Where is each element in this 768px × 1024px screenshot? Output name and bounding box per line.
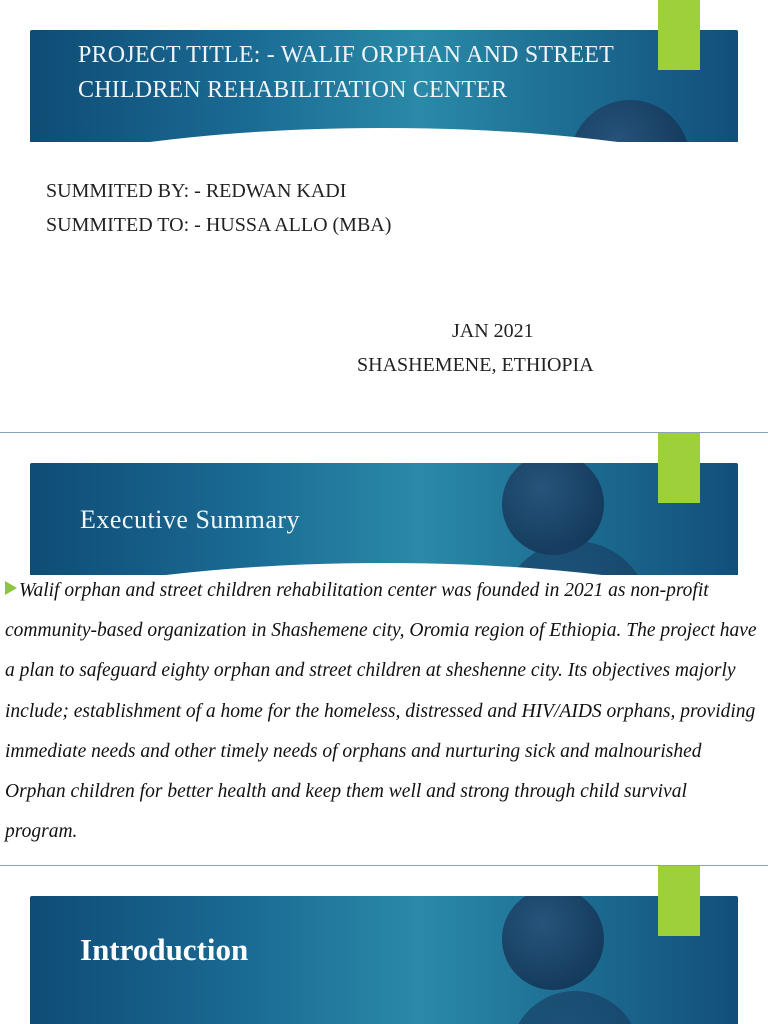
submitted-to: SUMMITED TO: - HUSSA ALLO (MBA)	[46, 214, 392, 236]
slide-title	[0, 0, 768, 432]
submitted-by: SUMMITED BY: - REDWAN KADI	[46, 180, 347, 202]
accent-tab	[658, 866, 700, 936]
date: JAN 2021	[452, 320, 534, 342]
summary-text: Walif orphan and street children rehabilitation center was founded in 2021 as non-profit community-based organization in Shashemene city, Oromia region of Ethiopia. The project have a plan to safeguard eighty orphan and street children at sheshenne city. Its objectives majorly include; establishment of a home for the homeless, distressed and HIV/AIDS orphans, providing immediate needs and other timely needs of orphans and nurturing sick and malnourished Orphan children for better health and keep them well and strong through child survival program.	[5, 580, 757, 843]
location: SHASHEMENE, ETHIOPIA	[357, 354, 594, 376]
decorative-circle	[502, 896, 604, 990]
project-title: PROJECT TITLE: - WALIF ORPHAN AND STREET CHILDREN REHABILITATION CENTER	[78, 42, 614, 103]
summary-paragraph	[5, 571, 763, 852]
decorative-circle	[510, 991, 640, 1024]
accent-tab	[658, 433, 700, 503]
section-title: Executive Summary	[80, 505, 301, 534]
section-title: Introduction	[80, 932, 249, 967]
slide-executive-summary	[0, 433, 768, 865]
decorative-circle	[502, 463, 604, 555]
accent-tab	[658, 0, 700, 70]
triangle-bullet-icon	[5, 581, 17, 595]
slide-introduction	[0, 866, 768, 1024]
